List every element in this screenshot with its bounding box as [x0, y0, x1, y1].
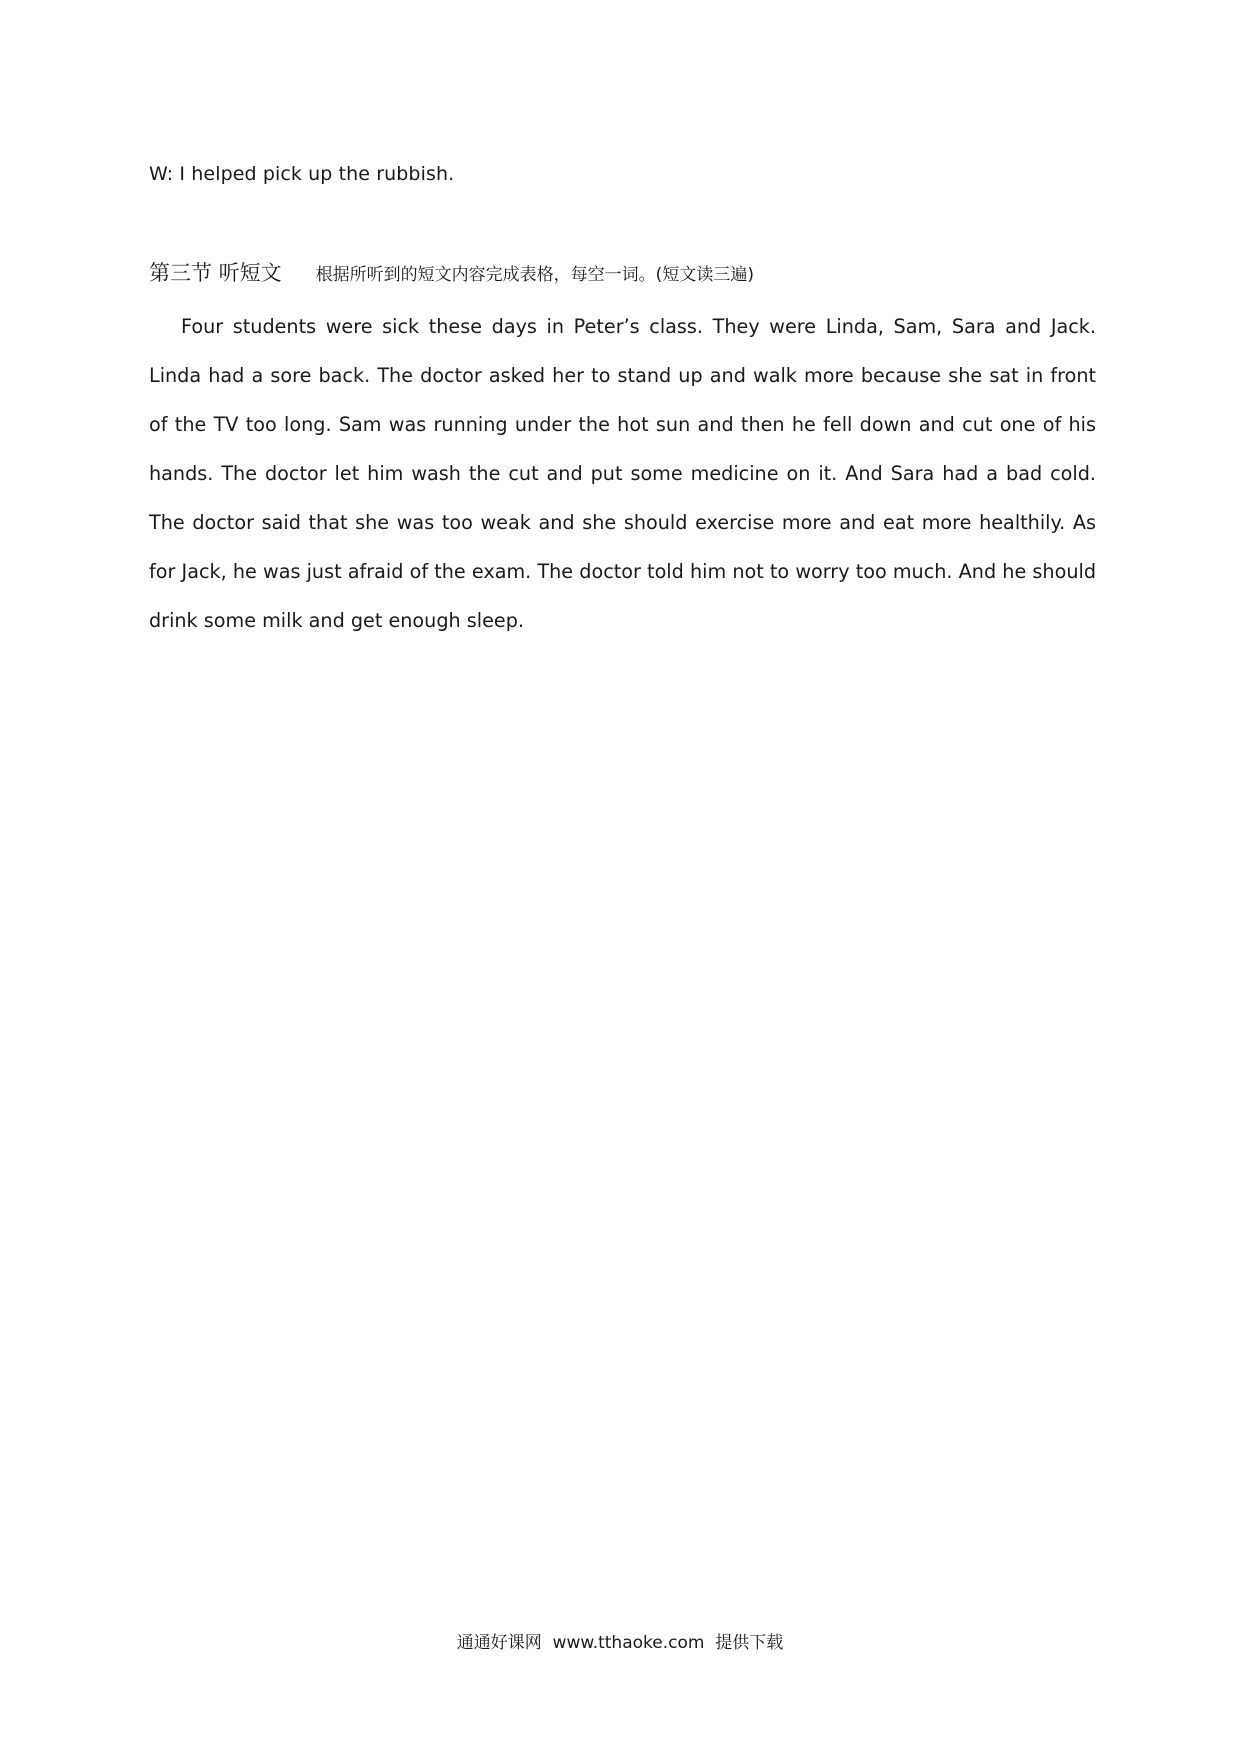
- footer-credit: 通通好课网 www.tthaoke.com 提供下载: [456, 1633, 784, 1653]
- section-heading: [149, 258, 754, 290]
- listening-passage: Four students were sick these days in Peter’s class. They were Linda, Sam, Sara and Jack. Linda had a sore back. The doctor asked her to stand up and walk more because she sat in front of the TV too long. Sam was running under the hot sun and then he fell down and cut one of his hands. The doctor let him wash the cut and put some medicine on it. And Sara had a bad cold. The doctor said that she was too weak and she should exercise more and eat more healthily. As for Jack, he was just afraid of the exam. The doctor told him not to worry too much. And he should drink some milk and get enough sleep.: [149, 315, 1096, 632]
- section-instruction: 根据所听到的短文内容完成表格，每空一词。(短文读三遍): [315, 265, 754, 285]
- dialog-line: W: I helped pick up the rubbish.: [149, 163, 455, 185]
- section-title: 第三节 听短文: [149, 261, 282, 285]
